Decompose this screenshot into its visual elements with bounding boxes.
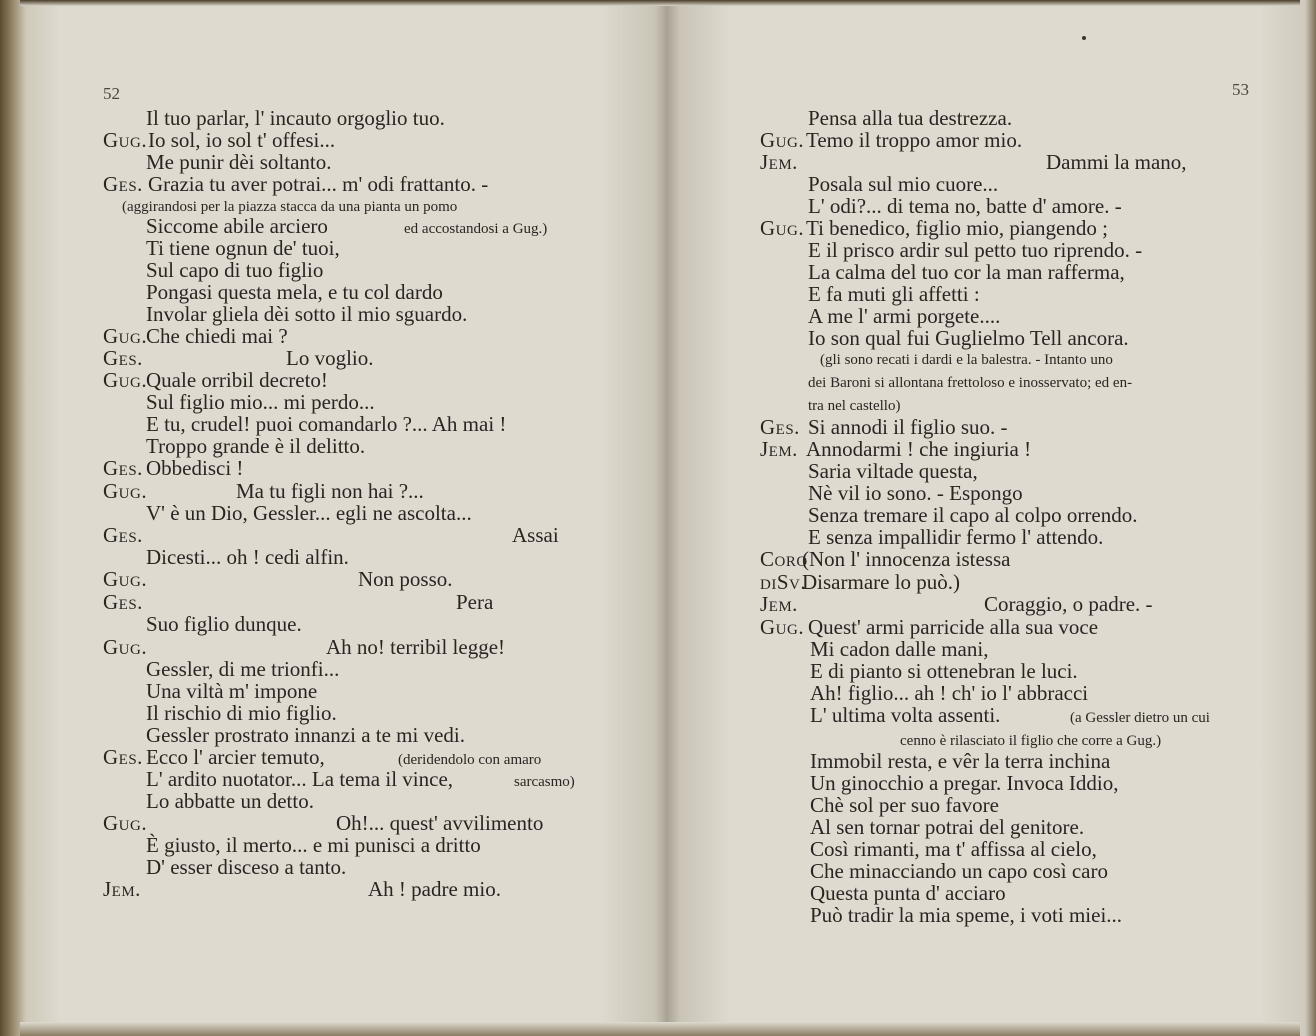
text-line: Lo abbatte un detto. xyxy=(146,789,314,813)
text-line: Così rimanti, ma t' affissa al cielo, xyxy=(810,837,1097,861)
text-line: Senza tremare il capo al colpo orrendo. xyxy=(808,503,1138,527)
stage-direction: (aggirandosi per la piazza stacca da una pianta un pomo xyxy=(122,199,458,215)
text-line: Dammi la mano, xyxy=(1046,150,1187,174)
speaker-label: Gug. xyxy=(103,324,148,348)
text-line: Pensa alla tua destrezza. xyxy=(808,106,1013,130)
text-line: Non posso. xyxy=(358,567,453,591)
text-line: L' ardito nuotator... La tema il vince, xyxy=(146,767,454,791)
text-line: Suo figlio dunque. xyxy=(146,612,302,636)
text-line: Nè vil io sono. - Espongo xyxy=(808,481,1023,505)
text-line: A me l' armi porgete.... xyxy=(808,304,1001,328)
text-line: È giusto, il merto... e mi punisci a dritto xyxy=(146,833,481,857)
speaker-label: Gug. xyxy=(760,216,805,240)
text-line: Ecco l' arcier temuto, xyxy=(146,745,325,769)
speaker-label: Ges. xyxy=(103,456,143,480)
speaker-label: diSv. xyxy=(760,570,807,594)
text-line: Ah ! padre mio. xyxy=(368,877,501,901)
text-line: Mi cadon dalle mani, xyxy=(810,637,989,661)
stage-direction: dei Baroni si allontana frettoloso e inosservato; ed en- xyxy=(808,375,1133,391)
text-line: Siccome abile arciero xyxy=(146,214,328,238)
speaker-label: Ges. xyxy=(103,590,143,614)
text-line: Io sol, io sol t' offesi... xyxy=(148,128,336,152)
text-line: V' è un Dio, Gessler... egli ne ascolta... xyxy=(146,501,472,525)
text-line: Ma tu figli non hai ?... xyxy=(236,479,424,503)
text-line: Obbedisci ! xyxy=(146,456,244,480)
text-line: Sul figlio mio... mi perdo... xyxy=(146,390,375,414)
speaker-label: Jem. xyxy=(103,877,141,901)
text-line: Grazia tu aver potrai... m' odi frattanto. - xyxy=(148,172,489,196)
right-page xyxy=(660,0,1316,1036)
text-line: Me punir dèi soltanto. xyxy=(146,150,332,174)
text-line: Una viltà m' impone xyxy=(146,679,318,703)
ink-speck xyxy=(1082,36,1086,40)
text-line: La calma del tuo cor la man rafferma, xyxy=(808,260,1125,284)
speaker-label: Jem. xyxy=(760,592,798,616)
text-line: Un ginocchio a pregar. Invoca Iddio, xyxy=(810,771,1119,795)
speaker-label: Coro xyxy=(760,547,808,571)
text-line: L' odi?... di tema no, batte d' amore. - xyxy=(808,194,1122,218)
stage-direction: sarcasmo) xyxy=(514,774,575,790)
text-line: Involar gliela dèi sotto il mio sguardo. xyxy=(146,302,468,326)
text-line: Io son qual fui Guglielmo Tell ancora. xyxy=(808,326,1129,350)
speaker-label: Jem. xyxy=(760,150,798,174)
speaker-label: Gug. xyxy=(103,368,148,392)
text-line: Ah! figlio... ah ! ch' io l' abbracci xyxy=(810,681,1089,705)
text-line: Gessler, di me trionfi... xyxy=(146,657,340,681)
speaker-label: Ges. xyxy=(103,745,143,769)
text-line: Troppo grande è il delitto. xyxy=(146,434,366,458)
text-line: Disarmare lo può.) xyxy=(802,570,961,594)
text-line: Il tuo parlar, l' incauto orgoglio tuo. xyxy=(146,106,445,130)
text-line: Che minacciando un capo così caro xyxy=(810,859,1108,883)
text-line: Ti benedico, figlio mio, piangendo ; xyxy=(806,216,1108,240)
speaker-label: Ges. xyxy=(760,415,800,439)
stage-direction: tra nel castello) xyxy=(808,398,901,414)
stage-direction: (gli sono recati i dardi e la balestra. - Intanto uno xyxy=(820,352,1113,368)
text-line: Pongasi questa mela, e tu col dardo xyxy=(146,280,443,304)
stage-direction: cenno è rilasciato il figlio che corre a Gug.) xyxy=(900,733,1162,749)
text-line: Questa punta d' acciaro xyxy=(810,881,1006,905)
text-line: D' esser disceso a tanto. xyxy=(146,855,347,879)
text-line: Ti tiene ognun de' tuoi, xyxy=(146,236,340,260)
text-line: Annodarmi ! che ingiuria ! xyxy=(806,437,1032,461)
text-line: Oh!... quest' avvilimento xyxy=(336,811,544,835)
text-line: Coraggio, o padre. - xyxy=(984,592,1153,616)
text-line: Che chiedi mai ? xyxy=(146,324,288,348)
text-line: Il rischio di mio figlio. xyxy=(146,701,337,725)
stage-direction: (a Gessler dietro un cui xyxy=(1070,710,1210,726)
text-line: E tu, crudel! puoi comandarlo ?... Ah mai ! xyxy=(146,412,507,436)
text-line: Saria viltade questa, xyxy=(808,459,978,483)
speaker-label: Ges. xyxy=(103,523,143,547)
text-line: E di pianto si ottenebran le luci. xyxy=(810,659,1078,683)
text-line: Gessler prostrato innanzi a te mi vedi. xyxy=(146,723,465,747)
text-line: Al sen tornar potrai del genitore. xyxy=(810,815,1085,839)
speaker-label: Gug. xyxy=(103,811,148,835)
speaker-label: Ges. xyxy=(103,346,143,370)
text-line: Sul capo di tuo figlio xyxy=(146,258,324,282)
text-line: Chè sol per suo favore xyxy=(810,793,999,817)
speaker-label: Gug. xyxy=(103,567,148,591)
text-line: E il prisco ardir sul petto tuo riprendo. - xyxy=(808,238,1143,262)
speaker-label: Gug. xyxy=(103,128,148,152)
text-line: Dicesti... oh ! cedi alfin. xyxy=(146,545,349,569)
text-line: Ah no! terribil legge! xyxy=(326,635,506,659)
speaker-label: Gug. xyxy=(760,128,805,152)
stage-direction: ed accostandosi a Gug.) xyxy=(404,221,548,237)
stage-direction: (deridendolo con amaro xyxy=(398,752,542,768)
text-line: Può tradir la mia speme, i voti miei... xyxy=(810,903,1123,927)
text-line: (Non l' innocenza istessa xyxy=(802,547,1011,571)
speaker-label: Gug. xyxy=(103,479,148,503)
page-number: 53 xyxy=(1232,80,1249,99)
speaker-label: Ges. xyxy=(103,172,143,196)
text-line: Immobil resta, e vêr la terra inchina xyxy=(810,749,1111,773)
speaker-label: Jem. xyxy=(760,437,798,461)
text-line: Quale orribil decreto! xyxy=(146,368,328,392)
text-line: Quest' armi parricide alla sua voce xyxy=(808,615,1099,639)
speaker-label: Gug. xyxy=(103,635,148,659)
page-number: 52 xyxy=(103,84,120,103)
text-line: Temo il troppo amor mio. xyxy=(806,128,1023,152)
text-line: Assai xyxy=(512,523,559,547)
text-line: Lo voglio. xyxy=(286,346,374,370)
text-line: Posala sul mio cuore... xyxy=(808,172,999,196)
text-line: L' ultima volta assenti. xyxy=(810,703,1001,727)
text-line: Pera xyxy=(456,590,494,614)
text-line: Si annodi il figlio suo. - xyxy=(808,415,1008,439)
text-line: E senza impallidir fermo l' attendo. xyxy=(808,525,1104,549)
text-line: E fa muti gli affetti : xyxy=(808,282,980,306)
speaker-label: Gug. xyxy=(760,615,805,639)
